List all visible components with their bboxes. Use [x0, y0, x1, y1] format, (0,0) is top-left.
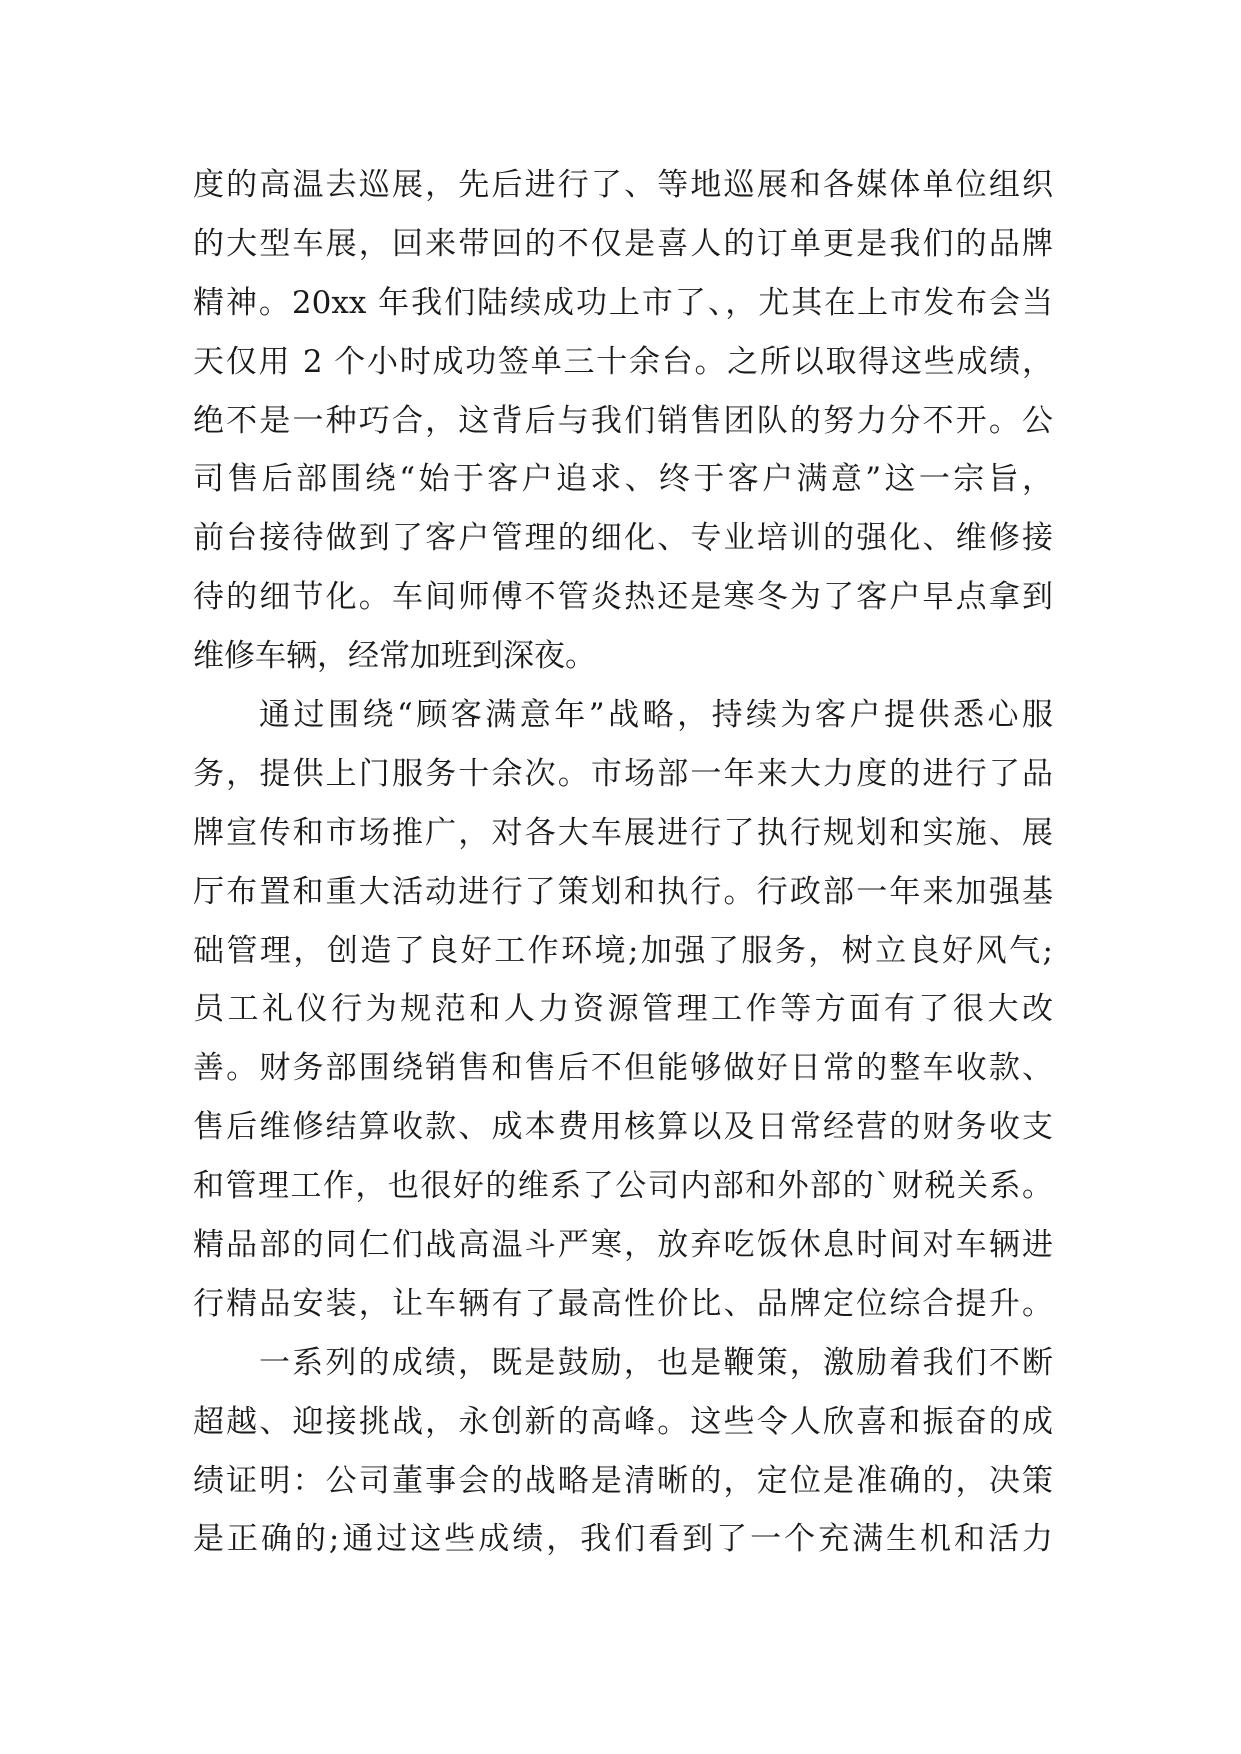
- paragraph-start-line: 一系列的成绩，既是鼓励，也是鞭策，激励着我们不断: [259, 1344, 1053, 1381]
- paragraph-start-line: 通过围绕“顾客满意年”战略，持续为客户提供悉心服: [259, 697, 1053, 734]
- text-line: 精品部的同仁们战高温斗严寒，放弃吃饭休息时间对车辆进: [193, 1227, 1053, 1264]
- text-line: 厅布置和重大活动进行了策划和执行。行政部一年来加强基: [193, 873, 1053, 910]
- text-line: 善。财务部围绕销售和售后不但能够做好日常的整车收款、: [193, 1050, 1053, 1087]
- text-line: 绩证明：公司董事会的战略是清晰的，定位是准确的，决策: [193, 1462, 1053, 1499]
- text-line: 售后维修结算收款、成本费用核算以及日常经营的财务收支: [193, 1109, 1053, 1146]
- text-line: 行精品安装，让车辆有了最高性价比、品牌定位综合提升。: [193, 1285, 1053, 1322]
- text-line: 础管理，创造了良好工作环境;加强了服务，树立良好风气;: [193, 932, 1053, 969]
- text-line: 员工礼仪行为规范和人力资源管理工作等方面有了很大改: [193, 991, 1053, 1028]
- text-line: 是正确的;通过这些成绩，我们看到了一个充满生机和活力: [193, 1521, 1053, 1558]
- text-line: 的大型车展，回来带回的不仅是喜人的订单更是我们的品牌: [193, 225, 1053, 262]
- text-line: 维修车辆，经常加班到深夜。: [193, 638, 596, 675]
- text-line: 和管理工作，也很好的维系了公司内部和外部的`财税关系。: [193, 1168, 1053, 1205]
- text-line: 牌宣传和市场推广，对各大车展进行了执行规划和实施、展: [193, 814, 1053, 851]
- text-line: 超越、迎接挑战，永创新的高峰。这些令人欣喜和振奋的成: [193, 1403, 1053, 1440]
- text-line: 绝不是一种巧合，这背后与我们销售团队的努力分不开。公: [193, 402, 1053, 439]
- text-line: 度的高温去巡展，先后进行了、等地巡展和各媒体单位组织: [193, 167, 1053, 203]
- text-line: 前台接待做到了客户管理的细化、专业培训的强化、维修接: [193, 520, 1053, 557]
- text-line: 精神。20xx 年我们陆续成功上市了、，尤其在上市发布会当: [193, 284, 1053, 321]
- text-line: 天仅用 2 个小时成功签单三十余台。之所以取得这些成绩，: [193, 343, 1053, 380]
- text-line: 司售后部围绕“始于客户追求、终于客户满意”这一宗旨，: [193, 461, 1053, 498]
- text-line: 务，提供上门服务十余次。市场部一年来大力度的进行了品: [193, 755, 1053, 792]
- text-line: 待的细节化。车间师傅不管炎热还是寒冬为了客户早点拿到: [193, 579, 1053, 616]
- document-body: [193, 156, 1053, 1569]
